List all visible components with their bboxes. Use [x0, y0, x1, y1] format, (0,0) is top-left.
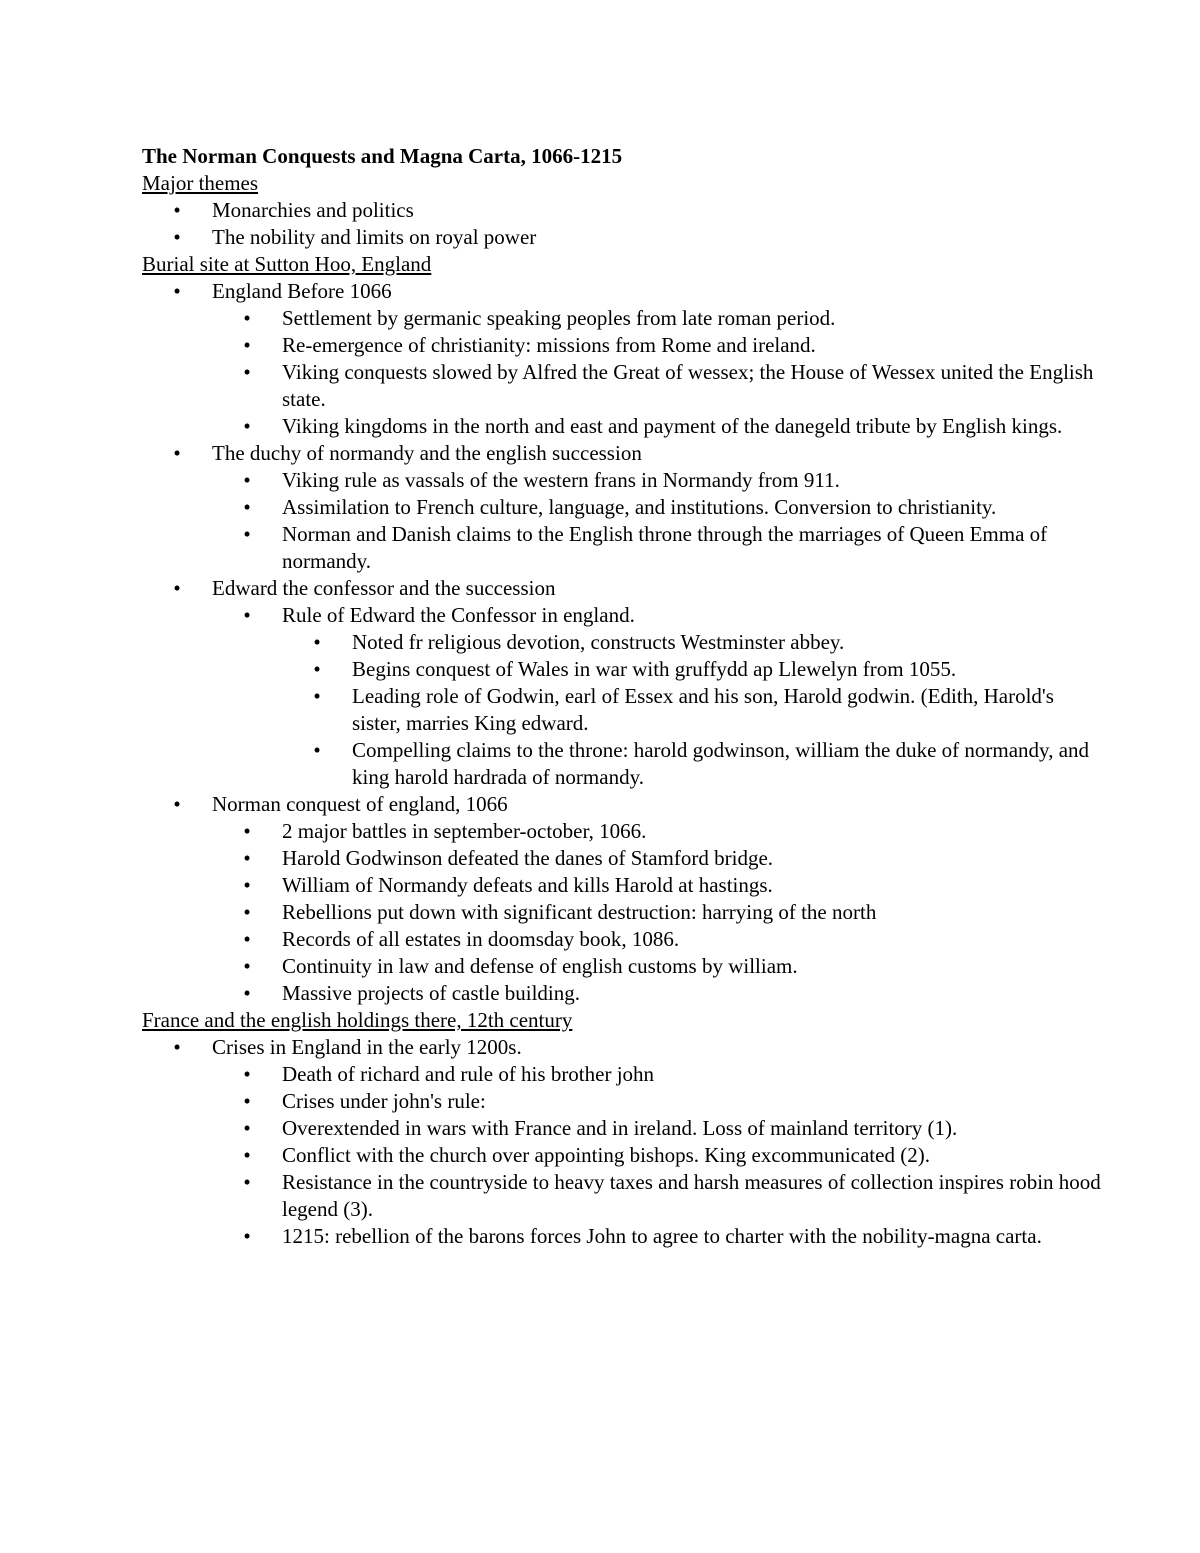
bullet-icon: • [243, 522, 251, 546]
bullet-list-level-2 [142, 494, 1102, 521]
list-item [142, 575, 1102, 602]
bullet-icon: • [313, 630, 321, 654]
list-item [142, 953, 1102, 980]
bullet-list-level-3 [142, 737, 1102, 791]
bullet-icon: • [243, 1089, 251, 1113]
list-item-text: Overextended in wars with France and in ireland. Loss of mainland territory (1). [282, 1116, 958, 1140]
list-item-text: Compelling claims to the throne: harold godwinson, william the duke of normandy, and king harold hardrada of normandy. [352, 738, 1090, 789]
list-item-text: Massive projects of castle building. [282, 981, 581, 1005]
list-item [142, 278, 1102, 305]
list-item-text: England Before 1066 [212, 279, 392, 303]
bullet-list-level-2 [142, 359, 1102, 413]
bullet-icon: • [243, 1116, 251, 1140]
list-item-text: Resistance in the countryside to heavy taxes and harsh measures of collection inspires robin hood legend (3). [282, 1170, 1101, 1221]
list-item-text: Leading role of Godwin, earl of Essex and his son, Harold godwin. (Edith, Harold's sister, marries King edward. [352, 684, 1054, 735]
bullet-icon: • [243, 846, 251, 870]
list-item-text: Viking conquests slowed by Alfred the Great of wessex; the House of Wessex united the English state. [282, 360, 1094, 411]
list-item [142, 926, 1102, 953]
list-item [142, 1142, 1102, 1169]
list-item-text: 1215: rebellion of the barons forces John to agree to charter with the nobility-magna carta. [282, 1224, 1042, 1248]
list-item-text: Norman and Danish claims to the English throne through the marriages of Queen Emma of normandy. [282, 522, 1048, 573]
list-item [142, 467, 1102, 494]
bullet-list-level-2 [142, 1142, 1102, 1169]
bullet-list-level-2 [142, 1223, 1102, 1250]
list-item [142, 872, 1102, 899]
bullet-list-level-3 [142, 656, 1102, 683]
list-item [142, 629, 1102, 656]
bullet-icon: • [243, 306, 251, 330]
bullet-list-level-2 [142, 953, 1102, 980]
bullet-list-level-2 [142, 1088, 1102, 1115]
list-item [142, 197, 1102, 224]
bullet-list-level-1 [142, 224, 1102, 251]
list-item [142, 224, 1102, 251]
list-item-text: William of Normandy defeats and kills Harold at hastings. [282, 873, 773, 897]
bullet-list-level-2 [142, 602, 1102, 629]
list-item-text: The duchy of normandy and the english succession [212, 441, 642, 465]
list-item-text: Norman conquest of england, 1066 [212, 792, 508, 816]
bullet-icon: • [173, 792, 181, 816]
bullet-icon: • [243, 1224, 251, 1248]
list-item [142, 845, 1102, 872]
document-body [142, 170, 1102, 1250]
list-item [142, 1088, 1102, 1115]
bullet-icon: • [243, 468, 251, 492]
list-item [142, 521, 1102, 575]
bullet-icon: • [173, 279, 181, 303]
list-item [142, 440, 1102, 467]
list-item-text: Begins conquest of Wales in war with gruffydd ap Llewelyn from 1055. [352, 657, 957, 681]
bullet-list-level-1 [142, 197, 1102, 224]
bullet-icon: • [243, 1170, 251, 1194]
list-item-text: Death of richard and rule of his brother john [282, 1062, 655, 1086]
bullet-list-level-2 [142, 926, 1102, 953]
list-item [142, 494, 1102, 521]
list-item-text: The nobility and limits on royal power [212, 225, 537, 249]
list-item-text: 2 major battles in september-october, 1066. [282, 819, 647, 843]
bullet-icon: • [313, 738, 321, 762]
list-item-text: Monarchies and politics [212, 198, 414, 222]
bullet-icon: • [173, 198, 181, 222]
list-item [142, 1061, 1102, 1088]
bullet-list-level-2 [142, 872, 1102, 899]
list-item [142, 1034, 1102, 1061]
bullet-list-level-1 [142, 575, 1102, 602]
bullet-list-level-1 [142, 1034, 1102, 1061]
bullet-list-level-2 [142, 305, 1102, 332]
bullet-list-level-2 [142, 1061, 1102, 1088]
bullet-list-level-2 [142, 1169, 1102, 1223]
bullet-list-level-1 [142, 440, 1102, 467]
bullet-icon: • [313, 657, 321, 681]
list-item [142, 791, 1102, 818]
list-item [142, 683, 1102, 737]
bullet-list-level-2 [142, 467, 1102, 494]
bullet-list-level-1 [142, 791, 1102, 818]
bullet-list-level-2 [142, 980, 1102, 1007]
list-item-text: Settlement by germanic speaking peoples from late roman period. [282, 306, 836, 330]
list-item-text: Conflict with the church over appointing bishops. King excommunicated (2). [282, 1143, 930, 1167]
bullet-list-level-1 [142, 278, 1102, 305]
bullet-icon: • [243, 900, 251, 924]
bullet-list-level-3 [142, 683, 1102, 737]
list-item [142, 1115, 1102, 1142]
bullet-list-level-2 [142, 413, 1102, 440]
list-item [142, 1223, 1102, 1250]
bullet-icon: • [173, 1035, 181, 1059]
bullet-list-level-2 [142, 521, 1102, 575]
list-item [142, 1169, 1102, 1223]
bullet-list-level-2 [142, 845, 1102, 872]
bullet-list-level-3 [142, 629, 1102, 656]
list-item [142, 413, 1102, 440]
list-item [142, 737, 1102, 791]
list-item-text: Continuity in law and defense of english customs by william. [282, 954, 798, 978]
list-item [142, 305, 1102, 332]
list-item-text: Crises in England in the early 1200s. [212, 1035, 522, 1059]
bullet-icon: • [243, 954, 251, 978]
document-title: The Norman Conquests and Magna Carta, 1066-1215 [142, 144, 623, 168]
list-item [142, 359, 1102, 413]
list-item-text: Rule of Edward the Confessor in england. [282, 603, 635, 627]
list-item-text: Assimilation to French culture, language, and institutions. Conversion to christianity. [282, 495, 997, 519]
bullet-icon: • [243, 981, 251, 1005]
section-heading: Burial site at Sutton Hoo, England [142, 252, 432, 276]
bullet-icon: • [243, 603, 251, 627]
list-item-text: Viking kingdoms in the north and east and payment of the danegeld tribute by English kings. [282, 414, 1063, 438]
list-item [142, 332, 1102, 359]
list-item-text: Harold Godwinson defeated the danes of Stamford bridge. [282, 846, 774, 870]
bullet-icon: • [243, 1062, 251, 1086]
list-item [142, 602, 1102, 629]
bullet-icon: • [243, 495, 251, 519]
bullet-icon: • [243, 873, 251, 897]
list-item [142, 818, 1102, 845]
section-heading: France and the english holdings there, 12th century [142, 1008, 573, 1032]
bullet-icon: • [243, 414, 251, 438]
list-item-text: Edward the confessor and the succession [212, 576, 556, 600]
list-item-text: Viking rule as vassals of the western frans in Normandy from 911. [282, 468, 840, 492]
document-page [142, 143, 1102, 1250]
bullet-list-level-2 [142, 818, 1102, 845]
bullet-icon: • [243, 360, 251, 384]
list-item [142, 899, 1102, 926]
list-item-text: Re-emergence of christianity: missions from Rome and ireland. [282, 333, 816, 357]
bullet-icon: • [173, 441, 181, 465]
bullet-icon: • [243, 927, 251, 951]
list-item-text: Records of all estates in doomsday book, 1086. [282, 927, 680, 951]
bullet-icon: • [243, 819, 251, 843]
list-item-text: Crises under john's rule: [282, 1089, 486, 1113]
bullet-icon: • [173, 225, 181, 249]
list-item [142, 656, 1102, 683]
section-heading: Major themes [142, 171, 259, 195]
list-item-text: Rebellions put down with significant destruction: harrying of the north [282, 900, 877, 924]
bullet-icon: • [243, 1143, 251, 1167]
bullet-icon: • [313, 684, 321, 708]
bullet-icon: • [173, 576, 181, 600]
bullet-list-level-2 [142, 332, 1102, 359]
bullet-list-level-2 [142, 899, 1102, 926]
list-item-text: Noted fr religious devotion, constructs Westminster abbey. [352, 630, 845, 654]
bullet-icon: • [243, 333, 251, 357]
list-item [142, 980, 1102, 1007]
bullet-list-level-2 [142, 1115, 1102, 1142]
